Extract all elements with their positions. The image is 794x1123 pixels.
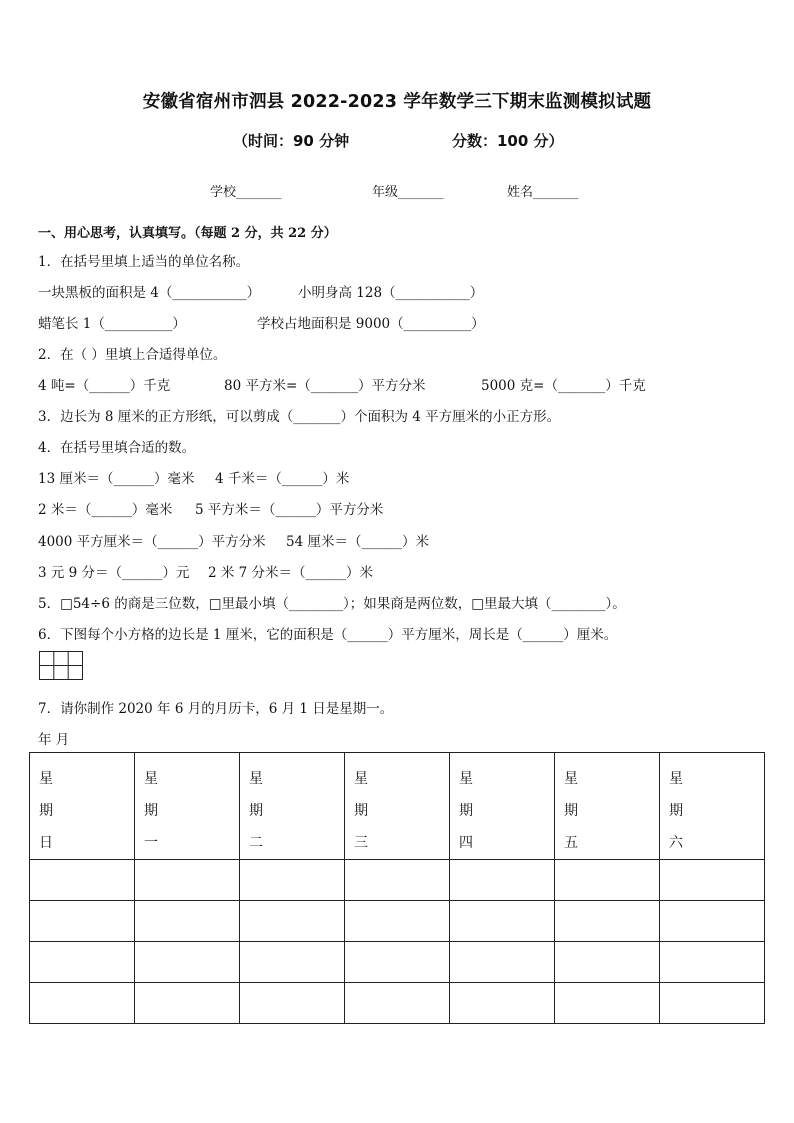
question-4-blank-r2b[interactable]: 5 平方米＝（______）平方分米 [195,502,384,518]
calendar-cell[interactable] [30,942,135,983]
question-4-blank-r4a[interactable]: 3 元 9 分＝（______）元 [38,565,190,581]
question-1-stem: 1．在括号里填上适当的单位名称。 [38,254,250,270]
calendar-cell[interactable] [345,942,450,983]
question-3[interactable]: 3．边长为 8 厘米的正方形纸，可以剪成（_______）个面积为 4 平方厘米的小正方形。 [38,409,561,425]
question-1-blank-a[interactable]: 一块黑板的面积是 4（___________） [38,285,261,301]
weekday-header-mon: 星 期 一 [135,753,240,860]
question-4-blank-r4b[interactable]: 2 米 7 分米＝（______）米 [208,565,374,581]
page-title: 安徽省宿州市泗县 2022-2023 学年数学三下期末监测模拟试题 [142,92,652,112]
question-2-blank-a[interactable]: 4 吨=（______）千克 [38,378,171,394]
calendar-cell[interactable] [135,860,240,901]
calendar-cell[interactable] [555,983,660,1024]
calendar-cell[interactable] [660,901,765,942]
question-4-blank-r1b[interactable]: 4 千米＝（______）米 [215,471,350,487]
calendar-cell[interactable] [240,901,345,942]
calendar-row [30,860,765,901]
calendar-row [30,901,765,942]
calendar-cell[interactable] [450,860,555,901]
exam-score: 分数：100 分） [452,132,564,150]
calendar-cell[interactable] [555,901,660,942]
calendar-cell[interactable] [240,983,345,1024]
question-2-stem: 2．在（ ）里填上合适得单位。 [38,347,227,363]
calendar-cell[interactable] [450,942,555,983]
weekday-header-thu: 星 期 四 [450,753,555,860]
grade-field[interactable]: 年级_______ [372,185,444,200]
calendar-cell[interactable] [135,901,240,942]
calendar-cell[interactable] [135,942,240,983]
calendar-cell[interactable] [345,901,450,942]
calendar-cell[interactable] [30,983,135,1024]
question-7-stem: 7．请你制作 2020 年 6 月的月历卡，6 月 1 日是星期一。 [38,701,394,717]
question-4-blank-r3a[interactable]: 4000 平方厘米＝（______）平方分米 [38,534,266,550]
calendar-cell[interactable] [555,942,660,983]
weekday-header-fri: 星 期 五 [555,753,660,860]
calendar-table [29,752,765,1024]
calendar-cell[interactable] [345,983,450,1024]
calendar-row [30,942,765,983]
calendar-cell[interactable] [660,860,765,901]
calendar-cell[interactable] [660,942,765,983]
name-field[interactable]: 姓名_______ [507,185,579,200]
calendar-cell[interactable] [345,860,450,901]
calendar-cell[interactable] [30,860,135,901]
calendar-cell[interactable] [450,983,555,1024]
question-1-blank-c[interactable]: 蜡笔长 1（__________） [38,316,186,332]
question-1-blank-d[interactable]: 学校占地面积是 9000（__________） [257,316,485,332]
calendar-cell[interactable] [240,860,345,901]
calendar-cell[interactable] [450,901,555,942]
calendar-cell[interactable] [660,983,765,1024]
calendar-cell[interactable] [240,942,345,983]
square-grid-figure [39,651,83,680]
school-field[interactable]: 学校_______ [210,185,282,200]
weekday-header-tue: 星 期 二 [240,753,345,860]
question-4-blank-r2a[interactable]: 2 米＝（______）毫米 [38,502,173,518]
calendar-cell[interactable] [135,983,240,1024]
weekday-header-wed: 星 期 三 [345,753,450,860]
question-1-blank-b[interactable]: 小明身高 128（___________） [298,285,484,301]
section-heading: 一、用心思考，认真填写。（每题 2 分，共 22 分） [38,226,337,241]
question-4-blank-r1a[interactable]: 13 厘米＝（______）毫米 [38,471,195,487]
weekday-header-sun: 星 期 日 [30,753,135,860]
question-2-blank-c[interactable]: 5000 克=（_______）千克 [481,378,646,394]
question-4-blank-r3b[interactable]: 54 厘米＝（______）米 [286,534,429,550]
calendar-cell[interactable] [555,860,660,901]
question-4-stem: 4．在括号里填合适的数。 [38,440,196,456]
calendar-cell[interactable] [30,901,135,942]
calendar-header-row [30,753,765,860]
calendar-year-month-label: 年 月 [38,732,70,748]
calendar-row [30,983,765,1024]
question-5[interactable]: 5．□54÷6 的商是三位数，□里最小填（________）；如果商是两位数，□里最大填（________）。 [38,596,626,612]
question-2-blank-b[interactable]: 80 平方米=（_______）平方分米 [224,378,426,394]
question-6[interactable]: 6．下图每个小方格的边长是 1 厘米，它的面积是（______）平方厘米，周长是（______）厘米。 [38,627,618,643]
exam-time: （时间：90 分钟 [233,132,350,150]
weekday-header-sat: 星 期 六 [660,753,765,860]
